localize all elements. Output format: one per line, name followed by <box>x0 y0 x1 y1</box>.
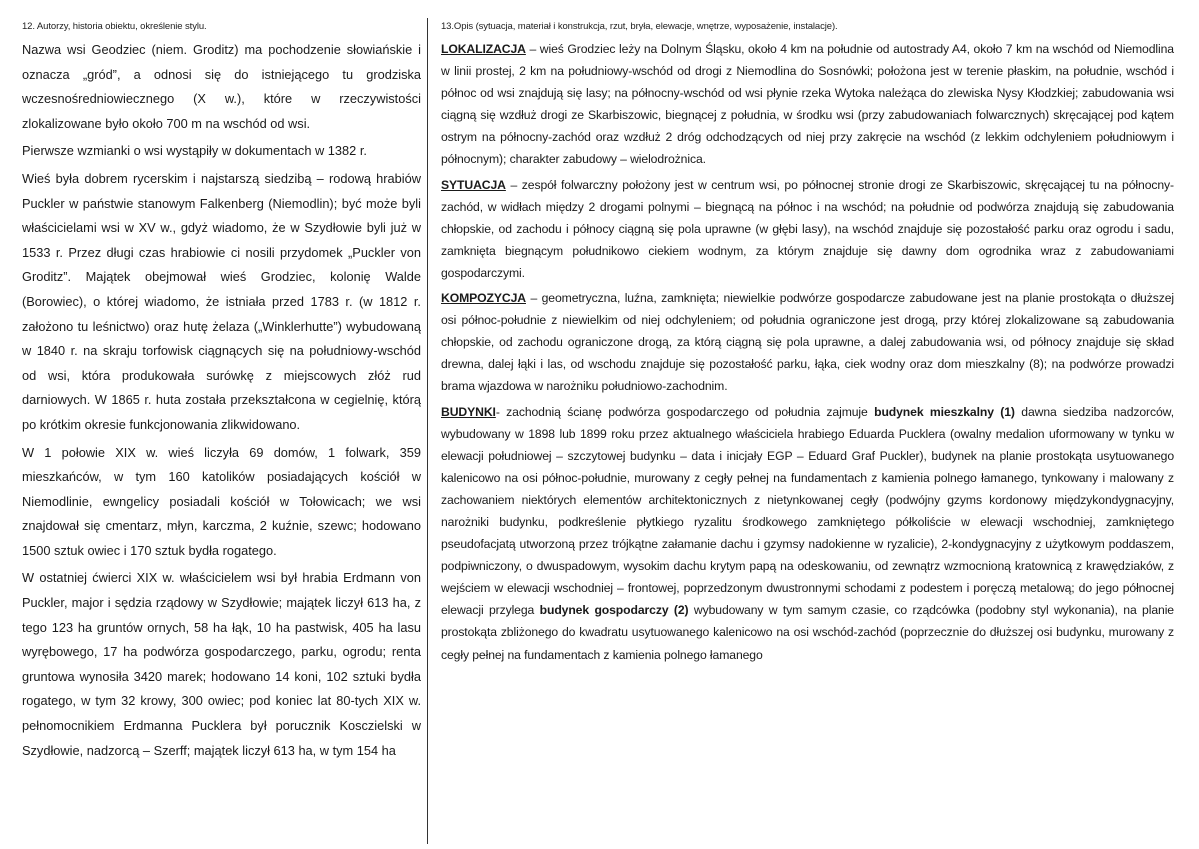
budynki-text-1: - zachodnią ścianę podwórza gospodarczego od południa zajmuje <box>495 404 875 419</box>
paragraph-name-origin: Nazwa wsi Geodziec (niem. Groditz) ma pochodzenie słowiańskie i oznacza „gród”, a odnosi się do istniejącego tu grodziska wczesnośredniowiecznego (X w.), które w rzeczywistości zlokalizowane było około 700 m na wschód od wsi. <box>22 42 421 131</box>
lokalizacja-text: – wieś Grodziec leży na Dolnym Śląsku, około 4 km na południe od autostrady A4, około 7 km na wschód od Niemodlina w linii prostej, 2 km na południowy-wschód od drogi z Niemodlina do Sosnówki; położona jest w terenie płaskim, na południe, wschód i północ od wsi znajdują się lasy; na północny-wschód od wsi płynie rzeka Wytoka należąca do zlewiska Nysy Kłodzkiej; zabudowania wsi ciągną się wzdłuż drogi ze Skarbiszowic, biegnącej z południa, w środku wsi (przy zabudowaniach folwarcznych) skręcającej pod kątem ostrym na północny-zachód oraz wzdłuż 2 dróg odchodzących od niej przy zakręcie na wschód (z lekkim odchyleniem południowym i północnym); charakter zabudowy – wielodrożnica. <box>441 42 1174 167</box>
section-12-header: 12. Autorzy, historia obiektu, określenie stylu. <box>22 21 207 32</box>
left-column <box>22 20 421 766</box>
paragraph-kompozycja <box>441 287 1174 397</box>
sytuacja-text: – zespół folwarczny położony jest w centrum wsi, po północnej stronie drogi ze Skarbiszowic, skręcającej tu na północny-zachód, w widłach między 2 drogami polnymi – biegnącą na północ i na wschód; na południe od podwórza znajdują się zabudowania chłopskie, od zachodu i północy ciągną się pola uprawne (w głębi lasy), na wschód znajduje się pozostałość parku oraz ogrodu i sadu, zamknięta biegnącym południkowo ciekiem wodnym, za którym znajduje się dawny dom ogrodnika wraz z zabudowaniami gospodarczymi. <box>441 177 1174 280</box>
budynki-text-2: dawna siedziba nadzorców, wybudowany w 1898 lub 1899 roku przez aktualnego właściciela hrabiego Eduarda Pucklera (owalny medalion uformowany w tynku w elewacji południowej – szczytowej budynku – data i inicjały EGP – Eduard Graf Puckler), budynek na planie prostokąta usytuowanego kalenicowo na osi północ-południe, murowany z cegły pełnej na fundamentach z kamienia polnego łamanego, tynkowany i malowany z zachowaniem niektórych elementów architektonicznych z nietynkowanej cegły (podwójny gzyms kordonowy międzykondygnacyjny, narożniki budynku, podkreślenie płytkiego ryzalitu środkowego zamkniętego półkoliście w elewacji wschodniej, zamkniętego pseudofacjatą utworzoną przez trójkątne załamanie dachu i gzymsy nadokienne w ryzalicie), 2-kondygnacyjny z użytkowym poddaszem, podpiwniczony, o dwuspadowym, wysokim dachu krytym papą na odeskowaniu, od zewnątrz wzmocnioną kratownicą z krawędziaków, z wejściem w elewacji wschodniej – frontowej, poprzedzonym dwustronnymi schodami z podestem i poręczą metalową; do jego północnej elewacji przylega <box>441 404 1174 618</box>
budynki-heading: BUDYNKI <box>441 404 496 419</box>
sytuacja-heading: SYTUACJA <box>441 177 506 192</box>
kompozycja-text: – geometryczna, luźna, zamknięta; niewielkie podwórze gospodarcze zabudowane jest na planie prostokąta o dłuższej osi północ-południe z niewielkim od niej odchyleniem; od południa ograniczone jest drogą, przy której zlokalizowane są zabudowania chłopskie, od zachodu ograniczone drogą, za którą ciągną się pola uprawne, a dalej zabudowania wsi, od północy znajduje się skład drewna, dalej łąki i las, od wschodu znajduje się pozostałość parku, łąka, ciek wodny oraz dom mieszkalny (8); na podwórze prowadzi brama wjazdowa w narożniku południowo-zachodnim. <box>441 291 1174 394</box>
paragraph-lokalizacja <box>441 38 1174 171</box>
paragraph-sytuacja <box>441 174 1174 284</box>
paragraph-last-quarter: W ostatniej ćwierci XIX w. właścicielem wsi był hrabia Erdmann von Puckler, major i sędzia rządowy w Szydłowie; majątek liczył 613 ha, z tego 123 ha gruntów ornych, 58 ha łąk, 10 ha pastwisk, 405 ha lasu wyrębowego, 17 ha podwórza gospodarczego, parku, ogrodu; renta gruntowa wynosiła 3420 marek; hodowano 14 koni, 102 sztuki bydła rogatego, w tym 32 krowy, 300 owiec; pod koniec lat 80-tych XIX w. pełnomocnikiem Erdmanna Pucklera był porucznik Kosczielski w Szydłowie, nadzorcą – Szerff; majątek liczył 613 ha, w tym 154 ha <box>22 570 421 758</box>
lokalizacja-heading: LOKALIZACJA <box>441 42 526 56</box>
right-column <box>441 20 1174 669</box>
budynek-mieszkalny-label: budynek mieszkalny (1) <box>874 404 1015 419</box>
section-13-header: 13.Opis (sytuacja, materiał i konstrukcja, rzut, bryła, elewacje, wnętrze, wyposażenie, instalacje). <box>441 21 838 32</box>
budynki-text-3: wybudowany w tym samym czasie, co rządcówka (podobny styl wykonania), na planie prostokąta zbliżonego do kwadratu usytuowanego kalenicowo na osi wschód-zachód (poprzecznie do dłuższej osi budynku, murowany z cegły pełnej na fundamentach z kamienia polnego łamanego <box>441 603 1174 662</box>
paragraph-knightly-estate: Wieś była dobrem rycerskim i najstarszą siedzibą – rodową hrabiów Puckler w państwie stanowym Falkenberg (Niemodlin); być może byli właścicielami wsi w XV w., gdyż wiadomo, że w Szydłowie byli już w 1533 r. Przez długi czas hrabiowie ci nosili przydomek „Puckler von Groditz”. Majątek obejmował wieś Grodziec, kolonię Walde (Borowiec), o której wiadomo, że istniała przed 1783 r. (w 1812 r. założono tu leśnictwo) oraz hutę żelaza („Winklerhutte”) wybudowaną w 1840 r. na skraju torfowisk ciągnących się na południowy-wschód od wsi, która produkowała surówkę z miejscowych złóż rud darniowych. W 1865 r. huta została przekształcona w cegielnię, którą po krótkim okresie funkcjonowania zlikwidowano. <box>22 170 421 432</box>
budynek-gospodarczy-label: budynek gospodarczy (2) <box>539 603 689 618</box>
paragraph-budynki <box>441 401 1174 666</box>
kompozycja-heading: KOMPOZYCJA <box>441 291 526 306</box>
column-divider <box>427 18 428 844</box>
paragraph-19th-century: W 1 połowie XIX w. wieś liczyła 69 domów, 1 folwark, 359 mieszkańców, w tym 160 katolików posiadających kościół w Niemodlinie, ewngelicy posiadali kościół w Tołowicach; we wsi znajdował się cmentarz, młyn, karczma, 2 kuźnie, szewc; hodowano 1500 sztuk owiec i 170 sztuk bydła rogatego. <box>22 444 421 558</box>
paragraph-first-mentions: Pierwsze wzmianki o wsi wystąpiły w dokumentach w 1382 r. <box>22 143 367 159</box>
